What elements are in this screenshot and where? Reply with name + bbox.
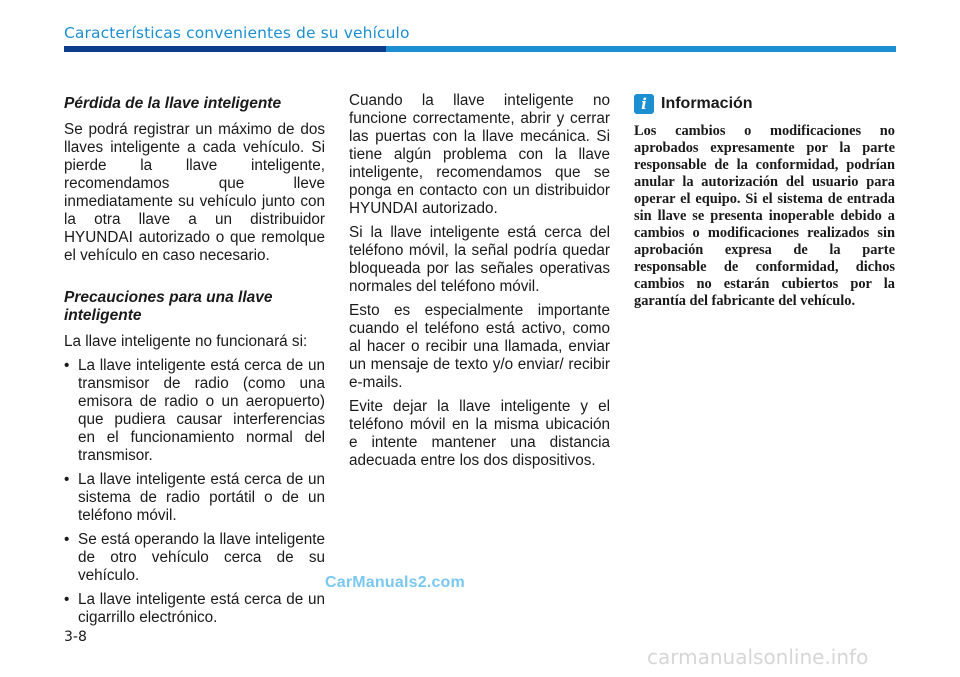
column-left [64, 92, 325, 633]
paragraph: Esto es especialmente importante cuando el teléfono está activo, como al hacer o recibir una llamada, enviar un mensaje de texto y/o enviar/ recibir e-mails. [349, 302, 610, 391]
info-icon: i [634, 94, 654, 114]
list-item: • La llave inteligente está cerca de un cigarrillo electrónico. [64, 591, 325, 627]
page-number: 3-8 [64, 629, 87, 645]
column-right [634, 92, 895, 316]
header-rule-accent [64, 46, 386, 52]
watermark-logo: CarManuals2.com [325, 574, 465, 591]
paragraph-lost-key: Se podrá registrar un máximo de dos llaves inteligente a cada vehículo. Si pierde la llave inteligente, recomendamos que lleve inmediatamente su vehículo junto con la otra llave a un distribuidor HYUNDAI autorizado o que remolque el vehículo en caso necesario. [64, 121, 325, 264]
list-item: • La llave inteligente está cerca de un transmisor de radio (como una emisora de radio o un aeropuerto) que pudiera causar interferencias en el funcionamiento normal del transmisor. [64, 357, 325, 465]
list-item: • Se está operando la llave inteligente de otro vehículo cerca de su vehículo. [64, 531, 325, 585]
paragraph: Si la llave inteligente está cerca del teléfono móvil, la señal podría quedar bloqueada por las señales operativas normales del teléfono móvil. [349, 224, 610, 295]
column-middle [349, 92, 610, 476]
heading-precautions: Precauciones para una llave inteligente [64, 289, 273, 324]
paragraph: Evite dejar la llave inteligente y el teléfono móvil en la misma ubicación e intente mantener una distancia adecuada entre los dos dispositivos. [349, 398, 610, 469]
info-body: Los cambios o modificaciones no aprobados expresamente por la parte responsable de la conformidad, podrían anular la autorización del usuario para operar el equipo. Si el sistema de entrada sin llave se presenta inoperable debido a cambios o modificaciones realizados sin aprobación expresa de la parte responsable de conformidad, dichos cambios no estarán cubiertos por la garantía del fabricante del vehículo. [634, 123, 895, 309]
paragraph: Cuando la llave inteligente no funcione correctamente, abrir y cerrar las puertas con la llave mecánica. Si tiene algún problema con la llave inteligente, recomendamos que se ponga en contacto con un distribuidor HYUNDAI autorizado. [349, 92, 610, 217]
info-title: Información [661, 95, 753, 112]
heading-lost-key: Pérdida de la llave inteligente [64, 95, 282, 112]
precautions-list [64, 357, 325, 627]
footer-watermark: carmanualsonline.info [647, 645, 869, 669]
section-title: Características convenientes de su vehículo [64, 24, 410, 42]
info-box-header [634, 94, 895, 114]
paragraph-precautions-intro: La llave inteligente no funcionará si: [64, 333, 308, 350]
list-item: • La llave inteligente está cerca de un sistema de radio portátil o de un teléfono móvil. [64, 471, 325, 525]
